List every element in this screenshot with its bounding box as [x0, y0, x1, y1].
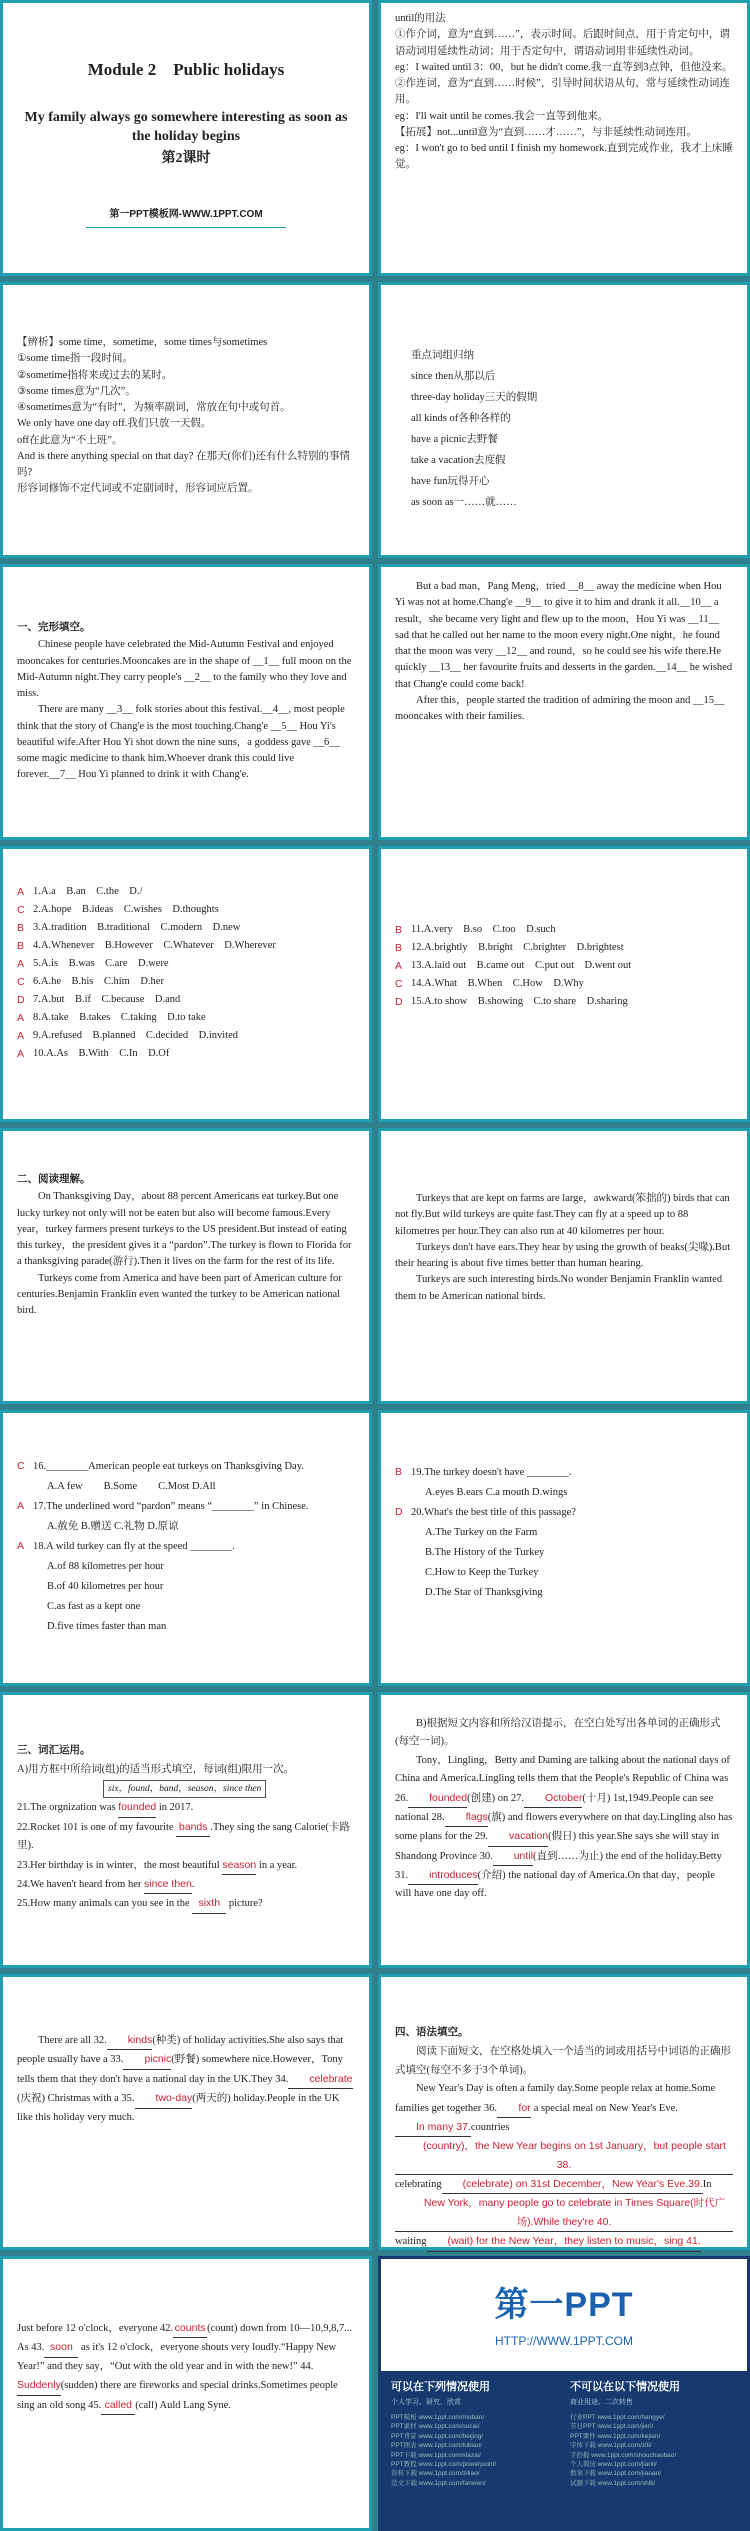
note-line: ③some times意为“几次”。	[17, 385, 136, 397]
vocab-question	[17, 1818, 355, 1856]
link-item[interactable]: 手抄报 www.1ppt.com/shouchaobao/	[570, 2451, 677, 2459]
module-title: Module 2 Public holidays	[87, 60, 285, 79]
instruction: A)用方框中所给词(组)的适当形式填空，每词(组)限用一次。	[17, 1764, 295, 1776]
option: D.The Star of Thanksgiving	[425, 1586, 543, 1598]
answer-blank: picnic	[123, 2050, 171, 2069]
phrase-item: have fun玩得开心	[411, 476, 490, 487]
slide-cloze-2	[378, 564, 750, 840]
option: B.of 40 kilometres per hour	[47, 1580, 164, 1592]
answer-blank: flags	[445, 1808, 488, 1827]
answer-blank: vacation	[488, 1827, 548, 1846]
answer-letter: C	[395, 978, 403, 991]
choice-row	[17, 901, 355, 919]
section-title: 四、语法填空。	[395, 2026, 469, 2038]
choice-text: 8.A.take B.takes C.taking D.to take	[33, 1012, 206, 1024]
passage-text: waiting	[395, 2236, 427, 2248]
answer-blank: called	[101, 2396, 135, 2415]
choice-row	[17, 937, 355, 955]
answer-blank: celebrate	[288, 2070, 352, 2089]
answer-blank: New York，many people go to celebrate in Times Square(时代广场).While they're 40.	[395, 2194, 733, 2232]
answer-blank: introduces	[408, 1866, 477, 1885]
note-line: off在此意为“不上班”。	[17, 434, 123, 446]
answer-letter: D	[17, 994, 25, 1007]
passage-text: (call) Auld Lang Syne.	[135, 2399, 231, 2411]
note-line: eg：I waited until 3：00，but he didn't come.我一直等到3点钟，但他没来。	[395, 61, 733, 73]
answer-blank: until	[493, 1847, 533, 1866]
passage-text: (旗) and flowers everywhere on that day.Lingling also has some plans for the 29.	[395, 1811, 733, 1843]
question-text: 23.Her birthday is in winter，the most beautiful	[17, 1859, 223, 1871]
answer-blank: (celebrate) on 31st December，New Year's Eve.39.	[442, 2175, 703, 2194]
choice-row	[17, 883, 355, 901]
brand-url[interactable]: HTTP://WWW.1PPT.COM	[495, 2334, 633, 2349]
slide-brand	[378, 2256, 750, 2531]
note-line: 【辨析】some time，sometime，some times与sometimes	[17, 337, 268, 348]
link-item[interactable]: PPT模板 www.1ppt.com/moban/	[391, 2413, 485, 2421]
slide-reading-1	[0, 1128, 372, 1404]
choice-row	[17, 973, 355, 991]
slide-vocab-b	[378, 1692, 750, 1968]
slide-cloze-answers-1	[0, 846, 372, 1122]
answer-letter: A	[17, 886, 25, 898]
slide-phrases	[378, 282, 750, 558]
question-text: in a year.	[256, 1859, 298, 1871]
answer-letter: A	[395, 960, 403, 973]
passage-paragraph	[17, 2031, 355, 2127]
passage-paragraph: On Thanksgiving Day，about 88 percent Americans eat turkey.But one lucky turkey not only will not be eaten but also will become famous.Every year，turkey farmers present turkeys to the US president.But instead of eating this turkey，the president gives it a “pardon”.The turkey is flown to Florida for a thanksgiving parade(游行).Then it lives on the farm for the rest of its life.	[17, 1191, 352, 1268]
question-17: A 17.The underlined word “pardon” means “________” in Chinese.	[17, 1499, 309, 1512]
passage-text: There are all 32.	[38, 2035, 107, 2046]
answer-blank: kinds	[107, 2031, 153, 2050]
answer-blank: Suddenly	[17, 2376, 61, 2395]
question-text: .	[191, 1878, 195, 1890]
choice-text: 5.A.is B.was C.are D.were	[33, 958, 169, 970]
disallowed-use-sub: 商业用途、二次转售	[570, 2399, 633, 2407]
slide-vocab-a	[0, 1692, 372, 1968]
phrase-item: since then从那以后	[411, 371, 496, 382]
vocab-questions	[17, 1798, 355, 1913]
choice-text: 4.A.Whenever B.However C.Whatever D.Wherever	[33, 940, 276, 952]
lesson-label: 第2课时	[161, 150, 211, 166]
answer-letter: A	[17, 958, 25, 971]
slide-reading-questions-2	[378, 1410, 750, 1686]
note-line: And is there anything special on that day? 在那天(你们)还有什么特别的事情吗?	[17, 450, 351, 479]
unit-title: My family always go somewhere interesting as soon as the holiday begins	[24, 110, 348, 144]
passage-text: (假日) this year.She says she will stay in Shandong Province 30.	[395, 1831, 720, 1862]
note-line: We only have one day off.我们只放一天假。	[17, 418, 212, 430]
answer-blank: (wait) for the New Year，they listen to music，sing 41.	[427, 2232, 701, 2251]
note-block	[3, 285, 369, 506]
option: C.as fast as a kept one	[47, 1600, 141, 1612]
choice-text: 12.A.brightly B.bright C.brighter D.brightest	[411, 942, 624, 954]
note-line: eg：I'll wait until he comes.我会一直等到他来。	[395, 110, 609, 122]
note-line: eg：I won't go to bed until I finish my homework.直到完成作业，我才上床睡觉。	[395, 143, 733, 171]
question-20: D 20.What's the best title of this passage?	[395, 1505, 576, 1518]
passage-text: Tony，Lingling，Betty and Daming are talking about the national days of China and America.Lingling tells them that the People's Republic of China was 26.	[395, 1754, 730, 1804]
choice-list	[381, 849, 747, 1019]
passage-text: Just before 12 o'clock，everyone 42.	[17, 2323, 174, 2334]
choice-text: 13.A.laid out B.came out C.put out D.went out	[411, 960, 632, 972]
phrase-item: all kinds of各种各样的	[411, 413, 511, 424]
disallowed-use-title: 不可以在以下情况使用	[570, 2381, 680, 2393]
choice-text: 9.A.refused B.planned C.decided D.invited	[33, 1030, 238, 1042]
passage-paragraph	[17, 2319, 355, 2415]
brand-logo: 第一PPT	[494, 2286, 634, 2325]
phrase-item: have a picnic去野餐	[411, 434, 498, 445]
choice-text: 6.A.he B.his C.him D.her	[33, 976, 164, 988]
answer-blank: (country)，the New Year begins on 1st January，but people start 38.	[395, 2137, 733, 2175]
answer-letter: B	[395, 924, 403, 936]
answer-letter: A	[17, 1048, 25, 1061]
allowed-use-sub: 个人学习、研究、欣赏	[391, 2399, 461, 2407]
slide-reading-2	[378, 1128, 750, 1404]
options-18	[17, 1557, 355, 1637]
link-item[interactable]: 资料下载 www.1ppt.com/ziliao/	[391, 2470, 480, 2478]
answer-letter: A	[17, 1030, 25, 1043]
slide-cloze-answers-2	[378, 846, 750, 1122]
passage-text: In	[702, 2179, 712, 2190]
question-text: 22.Rocket 101 is one of my favourite	[17, 1821, 177, 1833]
link-item[interactable]: PPT下载 www.1ppt.com/xiazai/	[391, 2451, 481, 2459]
vocab-question	[17, 1875, 355, 1894]
vocab-question	[17, 1798, 355, 1817]
answer-blank: for	[497, 2099, 531, 2118]
link-list	[570, 2413, 737, 2488]
options-20	[395, 1523, 733, 1603]
note-line: ②sometime指将来或过去的某时。	[17, 369, 173, 381]
answer-blank: since then	[144, 1875, 192, 1894]
passage-text: (sudden) there are fireworks and special drinks.Sometimes people sing an old song 45.	[17, 2380, 338, 2411]
question-text: picture?	[226, 1898, 263, 1910]
answer-blank: sixth	[192, 1894, 226, 1913]
answer-blank: In many 37.	[395, 2118, 471, 2137]
choice-row	[17, 1027, 355, 1045]
note-line: 形容词修饰不定代词或不定副词时，形容词应后置。	[17, 483, 259, 495]
link-item[interactable]: PPT图表 www.1ppt.com/tubiao/	[391, 2442, 483, 2450]
answer-blank: founded	[408, 1789, 467, 1808]
question-text: 25.How many animals can you see in the	[17, 1898, 193, 1910]
link-item[interactable]: 字体下载 www.1ppt.com/ziti/	[570, 2442, 652, 2450]
allowed-use-title: 可以在下列情况使用	[391, 2381, 490, 2393]
question-text: .They sing the sang Calorie(卡路里).	[17, 1821, 350, 1852]
passage-paragraph: After this，people started the tradition of admiring the moon and __15__ mooncakes with their families.	[395, 694, 725, 723]
answer-blank: counts	[173, 2319, 207, 2338]
link-item[interactable]: PPT素材 www.1ppt.com/sucai/	[391, 2423, 480, 2431]
note-line: until的用法	[395, 13, 446, 24]
choice-text: 14.A.What B.When C.How D.Why	[411, 978, 584, 990]
note-line: 【拓展】not...until意为“直到……才……”，与非延续性动词连用。	[395, 126, 697, 138]
word-box: six，found，band，season，since then	[103, 1780, 266, 1799]
choice-text: 15.A.to show B.showing C.to share D.sharing	[411, 996, 628, 1008]
answer-letter: B	[17, 940, 25, 953]
slide-sometime	[0, 282, 372, 558]
passage-text: (庆祝) Christmas with a 35.	[17, 2093, 135, 2105]
passage-text: countries	[470, 2121, 510, 2133]
slide-cloze-1	[0, 564, 372, 840]
choice-row	[17, 1009, 355, 1027]
option: D.five times faster than man	[47, 1620, 167, 1632]
choice-text: 2.A.hope B.ideas C.wishes D.thoughts	[33, 904, 219, 916]
note-line: ②作连词，意为“直到……时候”，引导时间状语从句，常与延续性动词连用。	[395, 78, 730, 106]
slide-grammar-cont	[0, 2256, 372, 2531]
phrase-item: three-day holiday三天的假期	[411, 392, 538, 403]
answer-letter: C	[17, 976, 25, 989]
link-item[interactable]: PPT背景 www.1ppt.com/beijing/	[391, 2432, 484, 2440]
slide-reading-questions-1	[0, 1410, 372, 1686]
passage-text: (count) down from 10—10,9,8,7... As 43.	[17, 2323, 353, 2354]
link-item[interactable]: 个人简历 www.1ppt.com/jianli/	[570, 2461, 657, 2468]
options-17: A.赦免 B.赠送 C.礼物 D.原谅	[47, 1520, 179, 1532]
question-19: B 19.The turkey doesn't have ________.	[395, 1466, 572, 1478]
choice-row	[395, 921, 733, 939]
answer-blank: founded	[118, 1798, 156, 1817]
vocab-question	[17, 1856, 355, 1875]
passage-text: celebrating	[395, 2179, 442, 2190]
phrase-list	[411, 366, 733, 513]
slide-until-usage	[378, 0, 750, 276]
answer-blank: season	[222, 1856, 256, 1875]
passage-text: (十月) 1st,1949.People can see national 28.	[395, 1792, 714, 1823]
passage-text: as it's 12 o'clock，everyone shouts very loudly.“Happy New Year!” and they say，“Out with the old year and in with the new!” 44.	[17, 2342, 337, 2372]
option: A.The Turkey on the Farm	[425, 1526, 538, 1538]
question-text: in 2017.	[156, 1802, 194, 1814]
passage-paragraph: Turkeys are such interesting birds.No wonder Benjamin Franklin wanted them to be American national birds.	[395, 1274, 723, 1302]
phrases-title: 重点词组归纳	[411, 350, 474, 361]
passage-paragraph: Turkeys come from America and have been part of American culture for centuries.Benjamin Franklin even wanted the turkey to be American national bird.	[17, 1272, 342, 1317]
instruction: 阅读下面短文，在空格处填入一个适当的词或用括号中词语的正确形式填空(每空不多于3个单词)。	[395, 2046, 731, 2076]
link-item[interactable]: 试题下载 www.1ppt.com/shiti/	[570, 2479, 656, 2487]
slide-grammar	[378, 1974, 750, 2250]
choice-row	[17, 991, 355, 1009]
choice-row	[17, 919, 355, 937]
question-16: C 16.________American people eat turkeys on Thanksgiving Day.	[17, 1460, 304, 1472]
choice-text: 7.A.but B.if C.because D.and	[33, 994, 181, 1006]
option: B.The History of the Turkey	[425, 1546, 545, 1558]
option: C.How to Keep the Turkey	[425, 1566, 539, 1578]
link-list	[391, 2413, 558, 2488]
link-item[interactable]: PPT课件 www.1ppt.com/kejian/	[570, 2432, 661, 2440]
answer-letter: D	[395, 996, 403, 1009]
answer-blank: two-day	[135, 2089, 193, 2108]
passage-paragraph	[395, 2080, 733, 2271]
vocab-question	[17, 1894, 355, 1913]
answer-letter: C	[17, 904, 25, 917]
link-item[interactable]: 教案下载 www.1ppt.com/jiaoan/	[570, 2470, 662, 2478]
answer-blank: October	[524, 1789, 582, 1808]
choice-text: 11.A.very B.so C.too D.such	[411, 924, 556, 935]
passage-text: New Year's Day is often a family day.Some people relax at home.Some families get together 36.	[395, 2083, 716, 2114]
section-title: 三、词汇运用。	[17, 1744, 91, 1756]
passage-paragraph: Turkeys that are kept on farms are large，awkward(笨拙的) birds that can not fly.But wild turkeys are quite fast.They can fly at a speed up to 88 kilometres per hour.They can also run at 40 kilometres per hour.	[395, 1193, 730, 1237]
passage-text: (种类) of holiday activities.She also says that people usually have a 33.	[17, 2035, 344, 2066]
choice-row	[17, 1045, 355, 1063]
options-16: A.A few B.Some C.Most D.All	[47, 1480, 216, 1492]
answer-letter: B	[17, 922, 25, 935]
choice-list	[3, 849, 369, 1071]
link-item[interactable]: PPT教程 www.1ppt.com/powerpoint/	[391, 2461, 497, 2468]
passage-text: (直到……为止) the end of the holiday.Betty 31.	[395, 1850, 722, 1881]
note-block	[381, 3, 747, 182]
choice-row	[17, 955, 355, 973]
instruction: B)根据短文内容和所给汉语提示，在空白处写出各单词的正确形式(每空一词)。	[395, 1718, 721, 1748]
phrase-item: take a vacation去度假	[411, 455, 506, 466]
passage-text: (创建) on 27.	[467, 1792, 524, 1804]
link-item[interactable]: 节日PPT www.1ppt.com/jieri/	[570, 2423, 654, 2431]
choice-row	[395, 975, 733, 993]
section-title: 二、阅读理解。	[17, 1173, 91, 1185]
choice-text: 1.A.a B.an C.the D./	[33, 886, 143, 897]
slide-vocab-b-cont	[0, 1974, 372, 2250]
link-item[interactable]: 行业PPT www.1ppt.com/hangye/	[570, 2413, 665, 2421]
passage-paragraph: There are many __3__ folk stories about this festival.__4__, most people think that the story of Chang'e is the most touching.Chang'e __5__ Hou Yi's beautiful wife.After Hou Yi shot down the nine suns，a goddess gave __6__ some magic medicine to thank him.Whoever drank this could live forever.__7__ Hou Yi planned to drink it with Chang'e.	[17, 704, 345, 781]
question-text: 24.We haven't heard from her	[17, 1878, 144, 1890]
passage-paragraph	[395, 1752, 733, 1904]
answer-letter: B	[395, 942, 403, 955]
link-item[interactable]: 范文下载 www.1ppt.com/fanwen/	[391, 2479, 486, 2487]
passage-text: (两天的) holiday.People in the UK like this holiday very much.	[17, 2093, 340, 2123]
choice-row	[395, 957, 733, 975]
passage-paragraph: Chinese people have celebrated the Mid-Autumn Festival and enjoyed mooncakes for centuries.Mooncakes are in the shape of __1__ full moon on the Mid-Autumn night.They carry people's __2__ to the family who they love and miss.	[17, 639, 352, 700]
choice-text: 10.A.As B.With C.In D.Of	[33, 1048, 170, 1060]
answer-blank: bands	[176, 1818, 210, 1837]
answer-blank: soon	[44, 2338, 78, 2357]
passage-paragraph: But a bad man，Pang Meng，tried __8__ away the medicine when Hou Yi was not at home.Chang'e __9__ to give it to him and drank it all.__10__ a result，she became very light and flew up to the moon，Hou Yi was __11__ sad that he called out her name to the moon every night.One night，he found that the moon was very __12__ and round，so he could see his wife there.He quickly __13__ her favourite fruits and desserts in the garden.__14__ he wished that Chang'e could come back!	[395, 581, 733, 690]
question-text: 21.The orgnization was	[17, 1802, 119, 1814]
divider	[86, 227, 286, 228]
section-title: 一、完形填空。	[17, 621, 91, 633]
passage-text: a special meal on New Year's Eve.	[531, 2102, 678, 2114]
note-line: ①作介词，意为“直到……”，表示时间。后跟时间点，用于肯定句中，谓语动词用延续性动词；用于否定句中，谓语动词用非延续性动词。	[395, 29, 730, 57]
passage-text: (野餐) somewhere nice.However，Tony tells them that they don't have a national day in the UK.They 34.	[17, 2054, 343, 2085]
phrase-item: as soon as一……就……	[411, 497, 517, 508]
choice-row	[395, 939, 733, 957]
options-19: A.eyes B.ears C.a mouth D.wings	[425, 1486, 568, 1498]
passage-text: (介绍) the national day of America.On that day，people will have one day off.	[395, 1870, 715, 1900]
site-label: 第一PPT模板网-WWW.1PPT.COM	[109, 209, 263, 221]
note-line: ①some time指一段时间。	[17, 353, 133, 365]
answer-letter: A	[17, 1012, 25, 1025]
note-line: ④sometimes意为“有时”，为频率副词，常放在句中或句首。	[17, 402, 291, 414]
passage-paragraph: Turkeys don't have ears.They hear by using the growth of beaks(尖喙).But their hearing is about five times better than human hearing.	[395, 1241, 731, 1270]
choice-text: 3.A.tradition B.traditional C.modern D.new	[33, 922, 241, 934]
option: A.of 88 kilometres per hour	[47, 1560, 164, 1572]
question-18: A 18.A wild turkey can fly at the speed ________.	[17, 1539, 235, 1552]
choice-row	[395, 993, 733, 1011]
slide-title	[0, 0, 372, 276]
